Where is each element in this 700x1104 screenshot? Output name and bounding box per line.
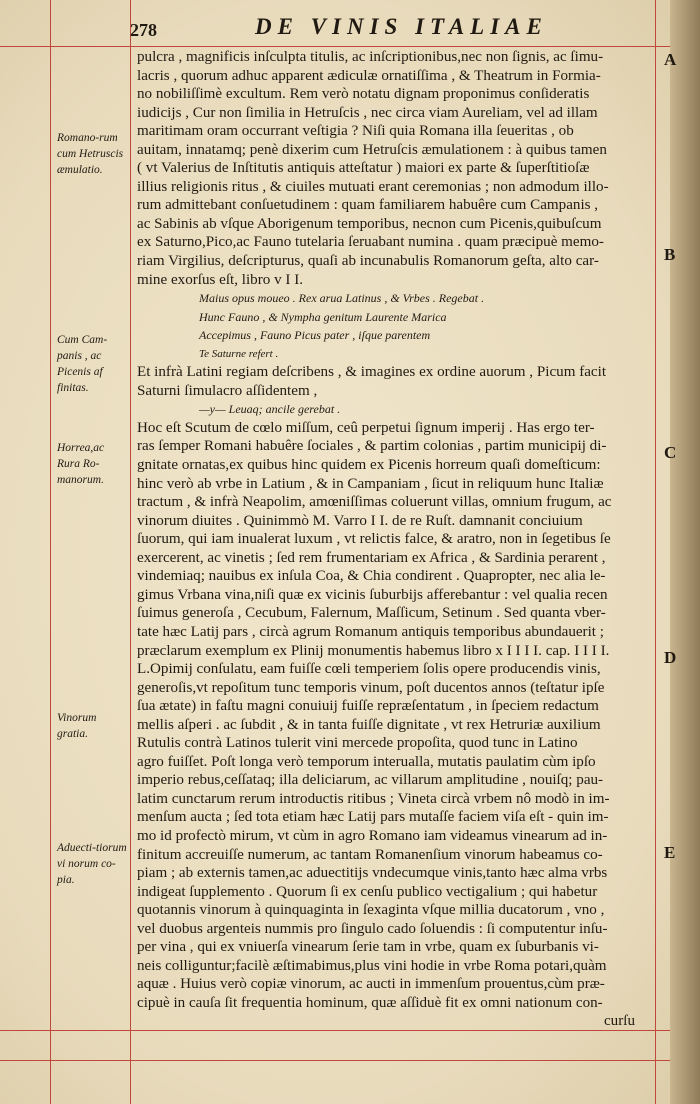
- text-line: tate hæc Latij pars , circà agrum Romanum antiquis temporibus abundauerit ;: [137, 623, 604, 640]
- text-line: vindemiaq; nauibus ex inſula Coa, & Chia condirent . Quapropter, nec alia le-: [137, 568, 606, 585]
- text-line: indigeat ſupplemento . Quorum ſi ex cenſu publico vectigalium ; qui habetur: [137, 883, 598, 900]
- margin-note: Vinorum gratia.: [57, 712, 97, 740]
- page-gutter: [670, 0, 700, 1104]
- text-line: cipuè in cauſa ſit frequentia hominum, quæ aſſiduè fit ex omni nationum con-: [137, 994, 603, 1011]
- text-line: piam ; ab externis tamen,ac aduectitijs vndecumque vinis,tanto hæc alma vrbs: [137, 865, 608, 882]
- page-number: 278: [130, 20, 157, 40]
- text-line: mine exorſus eſt, libro v I I.: [137, 271, 303, 288]
- text-line: Et infrà Latini regiam deſcribens , & imagines ex ordine auorum , Picum facit: [137, 364, 607, 381]
- red-rule-text-left: [130, 0, 131, 1104]
- text-line: vinorum diuites . Quinimmò M. Varro I I. de re Ruſt. damnanit conciuium: [137, 512, 583, 529]
- text-line: mellis aſperi . ac ſubdit , & in tanta fuiſſe dignitate , vt rex Hetruriæ auxilium: [137, 716, 601, 733]
- text-line: ras ſemper Romani habuêre ſociales , & partim colonias , partim municipij di-: [137, 438, 607, 455]
- catchword: curſu: [603, 1013, 635, 1030]
- text-line: L.Opimij conſulatu, eam fuiſſe cœli temperiem ſolis opere producendis vinis,: [137, 661, 601, 678]
- red-rule-margin-left: [50, 0, 51, 1104]
- text-line: auitam, innatamq; penè dixerim cum Hetruſcis æmulationem : à quibus tamen: [137, 141, 607, 158]
- running-title: DE VINIS ITALIAE: [255, 14, 548, 39]
- text-line: ( vt Valerius de Inſtitutis antiquis atteſtatur ) maiori ex parte & ſuperſtitioſæ: [137, 160, 590, 177]
- text-line: quotannis vinorum à quinquaginta in ſexaginta vſque millia ducatorum , vno ,: [137, 902, 605, 919]
- page-header: [130, 14, 650, 44]
- red-rule-bottom-2: [0, 1060, 670, 1061]
- text-line: latim cunctarum rerum introductis ritibus ; Vineta circà vrbem nô modò in im-: [137, 790, 610, 807]
- text-line: hinc verò ab vrbe in Latium , & in Campaniam , ſicut in reliquum hunc Italiæ: [137, 475, 604, 492]
- text-line: no nobiliſſimè excultum. Rem verò notatu dignam proponimus conſideratis: [137, 86, 590, 103]
- verse-line: Maius opus moueo . Rex arua Latinus , & Vrbes . Regebat .: [199, 291, 485, 306]
- verse-line: Hunc Fauno , & Nympha genitum Laurente Marica: [199, 309, 447, 324]
- text-line: imperio rebus,ceſſataq; illa deliciarum, ac villarum amplitudine , nouiſq; pau-: [137, 772, 604, 789]
- side-letter: E: [664, 843, 676, 862]
- text-line: gnitate ornatas,ex quibus hinc quidem ex Picenis horreum quaſi domeſticum:: [137, 457, 601, 474]
- text-line: ſuimus generoſa , Cecubum, Falernum, Maſſicum, Setinum . Sed quanta vber-: [137, 605, 606, 622]
- text-line: ſuorum, qui iam inualerat luxum , vt relictis falce, & aratro, non in ſegetibus ſe: [137, 531, 611, 548]
- text-line: Rutulis contrà Latinos tulerit vini mercede propoſita, quod tunc in Latino: [137, 735, 578, 752]
- text-line: iudicijs , Cur non ſimilia in Hetruſcis , nec circa viam Aureliam, vel ad illam: [137, 104, 598, 121]
- text-line: tractum , & infrà Neapolim, amœniſſimas coluerunt villas, omnium frugum, ac: [137, 494, 612, 511]
- margin-note: Cum Cam-panis , ac Picenis af finitas.: [57, 334, 108, 394]
- text-line: maritimam oram occurrant veſtigia ? Niſi quia Romana illa ſeueritas , ob: [137, 123, 574, 140]
- text-line: rum admittebant conſuetudinem : quam familiarem habuêre cum Campanis ,: [137, 197, 599, 214]
- text-line: exercerent, ac vinetis ; ſed rem frumentariam ex Africa , & Sardinia perarent ,: [137, 549, 606, 566]
- text-line: illius religionis ritus , & ciuiles mutuati erant ceremonias ; non admodum illo-: [137, 178, 609, 195]
- side-letter: C: [664, 443, 677, 462]
- side-letter: D: [664, 648, 677, 667]
- text-line: generoſis,vt repoſitum tunc temporis vinum, poſt ducentos annos (teſtatur ipſe: [137, 679, 605, 696]
- main-text-block: [137, 48, 655, 1031]
- text-line: ſua ætate) in faſtu magni conuiuij fuiſſe repræſentatum , in ſpeciem redactum: [137, 698, 599, 715]
- text-line: lacris , quorum adhuc apparent ædiculæ ornatiſſima , & Theatrum in Formia-: [137, 67, 601, 84]
- text-line: per vina , qui ex vniuerſa vinearum ſerie tam in vrbe, quam ex ſuburbanis vi-: [137, 939, 599, 956]
- verse-line: Accepimus , Fauno Picus pater , iſque parentem: [199, 328, 431, 343]
- verse-line: —y— Leuaq; ancile gerebat .: [199, 402, 341, 417]
- text-line: riam Virgilius, deſcripturus, quaſi ab incunabulis Romanorum geſta, alto car-: [137, 253, 599, 270]
- text-line: neis colliguntur;facilè æſtimabimus,plus vini hodie in vrbe Roma potari,quàm: [137, 957, 607, 974]
- text-line: præclarum exemplum ex Plinij monumentis habemus libro x I I I I. cap. I I I I.: [137, 642, 610, 659]
- text-line: vel duobus argenteis nummis pro ſingulo cado ſoluendis : ſi computentur inſu-: [137, 920, 608, 937]
- side-letter: B: [664, 245, 676, 264]
- text-line: gimus Vrbana vina,niſi quæ ex vicinis ſuburbijs afferebantur : vel qualia recen: [137, 586, 608, 603]
- text-line: Hoc eſt Scutum de cœlo miſſum, ceû perpetui ſignum imperij . Has ergo ter-: [137, 419, 595, 436]
- verse-line: Te Saturne refert .: [199, 347, 279, 360]
- red-rule-header: [0, 46, 670, 47]
- margin-note: Horrea,ac Rura Ro-manorum.: [57, 442, 105, 486]
- text-line: finitum accreuiſſe numerum, ac tantam Romanenſium vinorum habeamus co-: [137, 846, 603, 863]
- text-line: pulcra , magnificis inſculpta titulis, ac inſcriptionibus,nec non ſignis, ac ſimu-: [137, 49, 604, 65]
- red-rule-text-right: [655, 0, 656, 1104]
- text-line: aquæ . Huius verò copiæ vinorum, ac aucti in immenſum prouentus,cùm præ-: [137, 976, 605, 993]
- text-line: mo id profectò mirum, vt cùm in agro Romano iam videamus vinearum ad in-: [137, 827, 608, 844]
- text-line: ac Sabinis ab vſque Aborigenum temporibus, necnon cum Picenis,quibuſcum: [137, 215, 602, 232]
- side-letter: A: [664, 50, 677, 69]
- text-line: ex Saturno,Pico,ac Fauno tutelaria ſeruabant numina . quam præcipuè memo-: [137, 234, 604, 251]
- text-line: menſum aucta ; ſed tota etiam hæc Latij pars mutaſſe faciem viſa eſt - quin im-: [137, 809, 609, 826]
- margin-note: Romano-rum cum Hetruscis æmulatio.: [57, 132, 124, 176]
- text-line: Saturni ſimulacro aſſidentem ,: [137, 382, 318, 399]
- text-line: agro fuiſſet. Poſt longa verò temporum interualla, mutatis paulatim cùm ipſo: [137, 753, 596, 770]
- margin-note: Aduecti-tiorum vi norum co-pia.: [57, 842, 127, 886]
